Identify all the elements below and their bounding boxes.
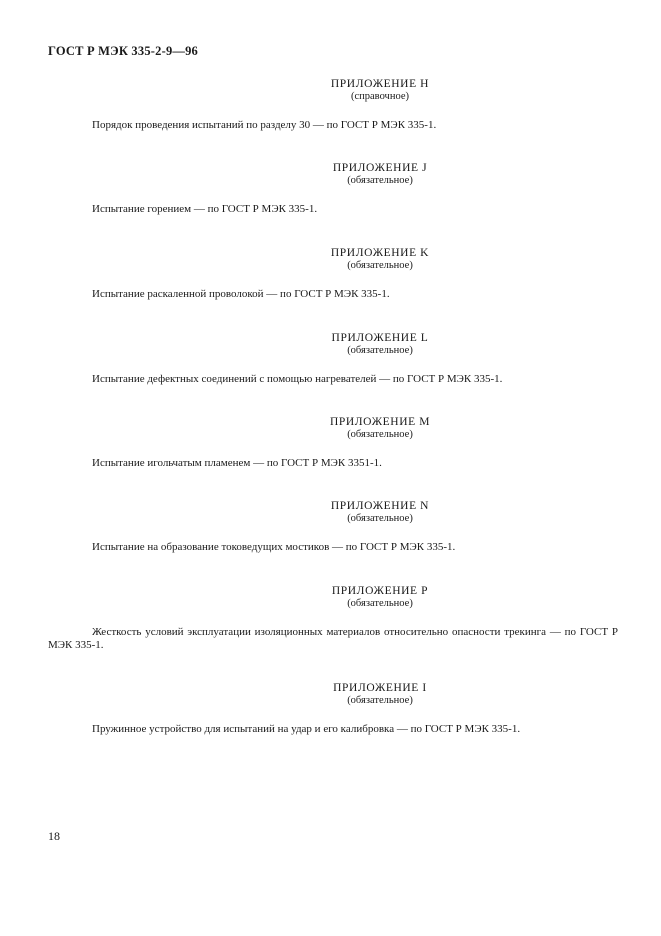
annex-status: (обязательное): [347, 345, 413, 356]
annex-k: [48, 247, 618, 301]
annex-text: Порядок проведения испытаний по разделу 30 — по ГОСТ Р МЭК 335-1.: [92, 119, 437, 131]
annex-status: (обязательное): [347, 513, 413, 524]
annex-status: (обязательное): [347, 429, 413, 440]
annex-status: (обязательное): [347, 175, 413, 186]
annex-text: Испытание игольчатым пламенем — по ГОСТ Р МЭК 3351-1.: [92, 457, 382, 469]
annex-text: Испытание дефектных соединений с помощью нагревателей — по ГОСТ Р МЭК 335-1.: [92, 373, 503, 385]
annex-title: ПРИЛОЖЕНИЕ I: [333, 682, 427, 694]
annex-n: [48, 500, 618, 554]
annex-status: (обязательное): [347, 260, 413, 271]
annex-j: [48, 162, 618, 216]
annex-text: Пружинное устройство для испытаний на удар и его калибровка — по ГОСТ Р МЭК 335-1.: [92, 723, 521, 735]
annex-title: ПРИЛОЖЕНИЕ J: [332, 162, 428, 174]
annex-text: Испытание на образование токоведущих мостиков — по ГОСТ Р МЭК 335-1.: [92, 541, 456, 553]
annex-status: (обязательное): [347, 598, 413, 609]
annex-title: ПРИЛОЖЕНИЕ N: [330, 500, 430, 512]
annex-p: [48, 585, 618, 651]
annex-title: ПРИЛОЖЕНИЕ M: [329, 416, 431, 428]
annex-text: Испытание раскаленной проволокой — по ГОСТ Р МЭК 335-1.: [92, 288, 390, 300]
annex-title: ПРИЛОЖЕНИЕ H: [330, 78, 430, 90]
annex-status: (справочное): [351, 91, 409, 102]
annex-text: Испытание горением — по ГОСТ Р МЭК 335-1.: [92, 203, 318, 215]
annex-status: (обязательное): [347, 695, 413, 706]
annex-title: ПРИЛОЖЕНИЕ K: [330, 247, 430, 259]
annex-l: [48, 332, 618, 386]
annex-m: [48, 416, 618, 470]
document-header: ГОСТ Р МЭК 335-2-9—96: [48, 44, 199, 58]
page-number: 18: [48, 829, 60, 843]
annex-title: ПРИЛОЖЕНИЕ L: [331, 332, 429, 344]
annex-i: [48, 682, 618, 736]
annex-h: [48, 78, 618, 132]
annex-title: ПРИЛОЖЕНИЕ P: [331, 585, 429, 597]
annex-text: Жесткость условий эксплуатации изоляционных материалов относительно опасности трекинга — по ГОСТ Р МЭК 335-1.: [48, 626, 618, 651]
